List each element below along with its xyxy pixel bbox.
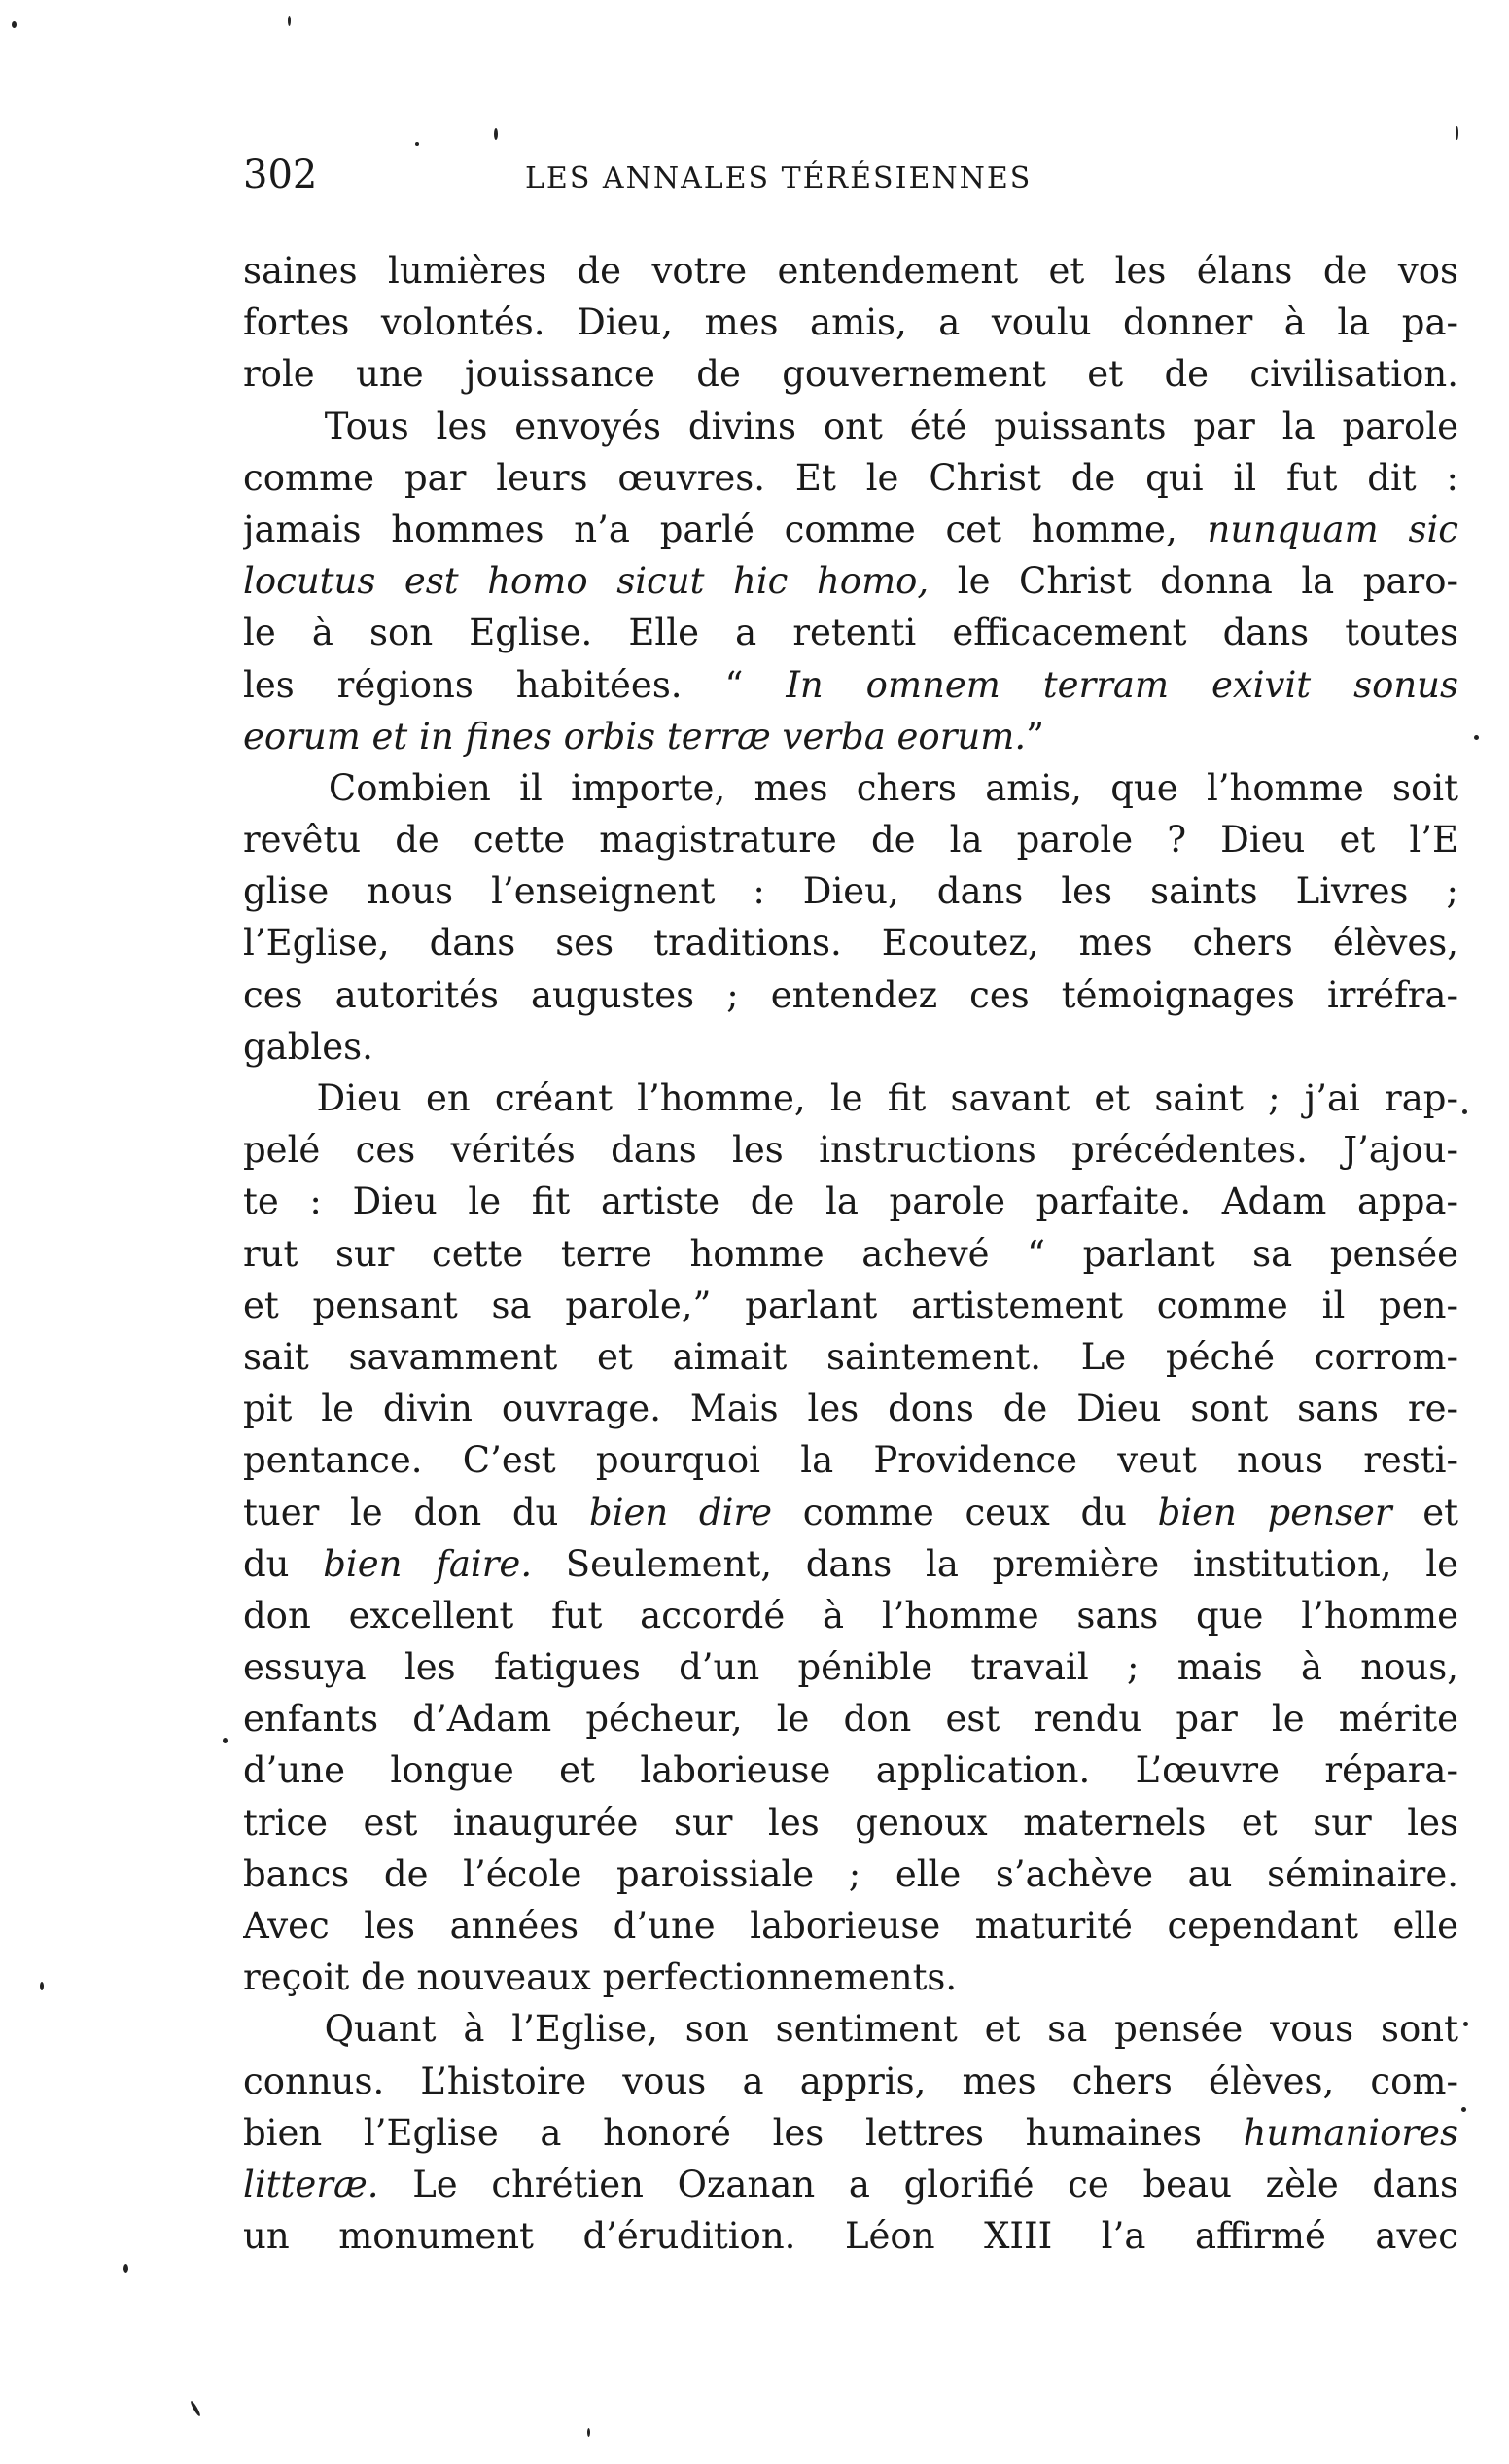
text-line bbox=[243, 1383, 1458, 1434]
line-text: glise nous l’enseignent : Dieu, dans les saints Livres ; bbox=[243, 870, 1458, 913]
line-text: du bbox=[243, 1542, 324, 1585]
italic-text: eorum et in fines orbis terræ verba eorum. bbox=[243, 715, 1027, 757]
line-text: le Christ donna la paro- bbox=[929, 560, 1458, 603]
body-text bbox=[243, 245, 1458, 2262]
scan-speck bbox=[190, 2400, 201, 2417]
text-line bbox=[243, 555, 1458, 607]
scan-speck bbox=[1474, 735, 1479, 740]
text-line bbox=[243, 1331, 1458, 1383]
scan-speck bbox=[40, 1982, 44, 1990]
line-text: l’Eglise, dans ses traditions. Ecoutez, mes chers élèves, bbox=[243, 922, 1458, 965]
scan-speck bbox=[1463, 2022, 1468, 2026]
text-line bbox=[243, 245, 1458, 297]
line-text: Le chrétien Ozanan a glorifié ce beau zèle dans bbox=[378, 2163, 1458, 2205]
text-line bbox=[243, 659, 1458, 711]
line-text: Quant à l’Eglise, son sentiment et sa pensée vous sont bbox=[243, 2008, 1458, 2051]
text-line bbox=[243, 865, 1458, 917]
italic-text: humaniores bbox=[1243, 2111, 1458, 2154]
page-header bbox=[243, 146, 1458, 204]
line-text: Seulement, dans la première institution, le bbox=[532, 1542, 1458, 1585]
text-line bbox=[243, 1228, 1458, 1280]
line-text: le à son Eglise. Elle a retenti efficacement dans toutes bbox=[243, 612, 1458, 654]
text-line bbox=[243, 1073, 1458, 1124]
line-text: don excellent fut accordé à l’homme sans que l’homme bbox=[243, 1594, 1458, 1637]
text-line bbox=[243, 297, 1458, 348]
line-text: role une jouissance de gouvernement et de civilisation. bbox=[243, 353, 1458, 396]
italic-text: litteræ. bbox=[243, 2163, 379, 2205]
line-text: fortes volontés. Dieu, mes amis, a voulu donner à la pa- bbox=[243, 301, 1458, 344]
line-text: Combien il importe, mes chers amis, que l’homme soit bbox=[243, 766, 1458, 809]
scan-speck bbox=[288, 16, 291, 26]
line-text: Tous les envoyés divins ont été puissants par la parole bbox=[243, 405, 1458, 447]
line-text: te : Dieu le fit artiste de la parole parfaite. Adam appa- bbox=[243, 1180, 1458, 1223]
text-line bbox=[243, 1124, 1458, 1176]
running-title: LES ANNALES TÉRÉSIENNES bbox=[525, 161, 1033, 195]
line-text: les régions habitées. “ bbox=[243, 663, 787, 706]
line-text: un monument d’érudition. Léon XIII l’a affirmé avec bbox=[243, 2215, 1458, 2258]
scan-speck bbox=[223, 1738, 228, 1743]
line-text: enfants d’Adam pécheur, le don est rendu par le mérite bbox=[243, 1698, 1458, 1741]
line-text: connus. L’histoire vous a appris, mes chers élèves, com- bbox=[243, 2059, 1458, 2102]
line-text: pit le divin ouvrage. Mais les dons de Dieu sont sans re- bbox=[243, 1388, 1458, 1430]
line-text: et pensant sa parole,” parlant artistement comme il pen- bbox=[243, 1284, 1458, 1326]
line-text: comme par leurs œuvres. Et le Christ de qui il fut dit : bbox=[243, 456, 1458, 499]
text-line bbox=[243, 969, 1458, 1021]
line-text: trice est inaugurée sur les genoux maternels et sur les bbox=[243, 1801, 1458, 1844]
line-text: comme ceux du bbox=[772, 1491, 1158, 1533]
line-text: sait savamment et aimait saintement. Le péché corrom- bbox=[243, 1335, 1458, 1378]
text-line bbox=[243, 1952, 1458, 2003]
text-line bbox=[243, 607, 1458, 658]
text-line bbox=[243, 1744, 1458, 1796]
scan-speck bbox=[1456, 126, 1458, 140]
line-text: reçoit de nouveaux perfectionnements. bbox=[243, 1956, 958, 1999]
text-line bbox=[243, 401, 1458, 452]
text-line bbox=[243, 1280, 1458, 1331]
text-line bbox=[243, 2107, 1458, 2159]
text-line bbox=[243, 1641, 1458, 1693]
text-line bbox=[243, 1434, 1458, 1486]
line-text: Dieu en créant l’homme, le fit savant et saint ; j’ai rap- bbox=[243, 1077, 1458, 1119]
text-line bbox=[243, 504, 1458, 555]
text-line bbox=[243, 1590, 1458, 1641]
text-line bbox=[243, 2056, 1458, 2107]
scan-speck bbox=[494, 128, 498, 140]
text-line bbox=[243, 1021, 1458, 1073]
line-text: Avec les années d’une laborieuse maturité cependant elle bbox=[243, 1905, 1458, 1947]
scan-speck bbox=[1462, 1109, 1467, 1114]
text-line bbox=[243, 1693, 1458, 1744]
italic-text: bien dire bbox=[589, 1491, 773, 1533]
italic-text: In omnem terram exivit sonus bbox=[786, 663, 1458, 706]
text-line bbox=[243, 1848, 1458, 1900]
text-line bbox=[243, 1900, 1458, 1952]
page-number: 302 bbox=[243, 153, 318, 197]
text-line bbox=[243, 1797, 1458, 1848]
text-line bbox=[243, 452, 1458, 504]
text-line bbox=[243, 762, 1458, 814]
text-line bbox=[243, 348, 1458, 400]
text-line bbox=[243, 711, 1458, 762]
text-line bbox=[243, 2003, 1458, 2055]
scan-speck bbox=[1461, 2107, 1466, 2112]
line-text: tuer le don du bbox=[243, 1491, 590, 1533]
scan-speck bbox=[12, 21, 17, 28]
italic-text: nunquam sic bbox=[1207, 508, 1458, 550]
line-text: pelé ces vérités dans les instructions précédentes. J’ajou- bbox=[243, 1129, 1458, 1172]
text-line bbox=[243, 814, 1458, 865]
text-line bbox=[243, 1176, 1458, 1227]
italic-text: bien penser bbox=[1157, 1491, 1392, 1533]
scan-speck bbox=[123, 2264, 128, 2273]
line-text: bancs de l’école paroissiale ; elle s’achève au séminaire. bbox=[243, 1852, 1458, 1895]
scan-speck bbox=[415, 142, 419, 146]
line-text: ” bbox=[1026, 715, 1044, 757]
line-text: bien l’Eglise a honoré les lettres humaines bbox=[243, 2111, 1244, 2154]
text-line bbox=[243, 1538, 1458, 1590]
line-text: gables. bbox=[243, 1025, 373, 1068]
scan-speck bbox=[587, 2428, 590, 2437]
line-text: pentance. C’est pourquoi la Providence veut nous resti- bbox=[243, 1439, 1458, 1482]
text-line bbox=[243, 2159, 1458, 2210]
italic-text: bien faire. bbox=[323, 1542, 533, 1585]
line-text: et bbox=[1391, 1491, 1458, 1533]
italic-text: locutus est homo sicut hic homo, bbox=[243, 560, 930, 603]
line-text: ces autorités augustes ; entendez ces témoignages irréfra- bbox=[243, 973, 1458, 1016]
line-text: jamais hommes n’a parlé comme cet homme, bbox=[243, 508, 1208, 550]
line-text: d’une longue et laborieuse application. L’œuvre répara- bbox=[243, 1749, 1458, 1792]
line-text: saines lumières de votre entendement et les élans de vos bbox=[243, 250, 1458, 292]
text-line bbox=[243, 917, 1458, 968]
line-text: revêtu de cette magistrature de la parole ? Dieu et l’E bbox=[243, 819, 1458, 862]
text-line bbox=[243, 1487, 1458, 1538]
line-text: rut sur cette terre homme achevé “ parlant sa pensée bbox=[243, 1232, 1458, 1275]
text-line bbox=[243, 2210, 1458, 2262]
line-text: essuya les fatigues d’un pénible travail ; mais à nous, bbox=[243, 1646, 1458, 1689]
